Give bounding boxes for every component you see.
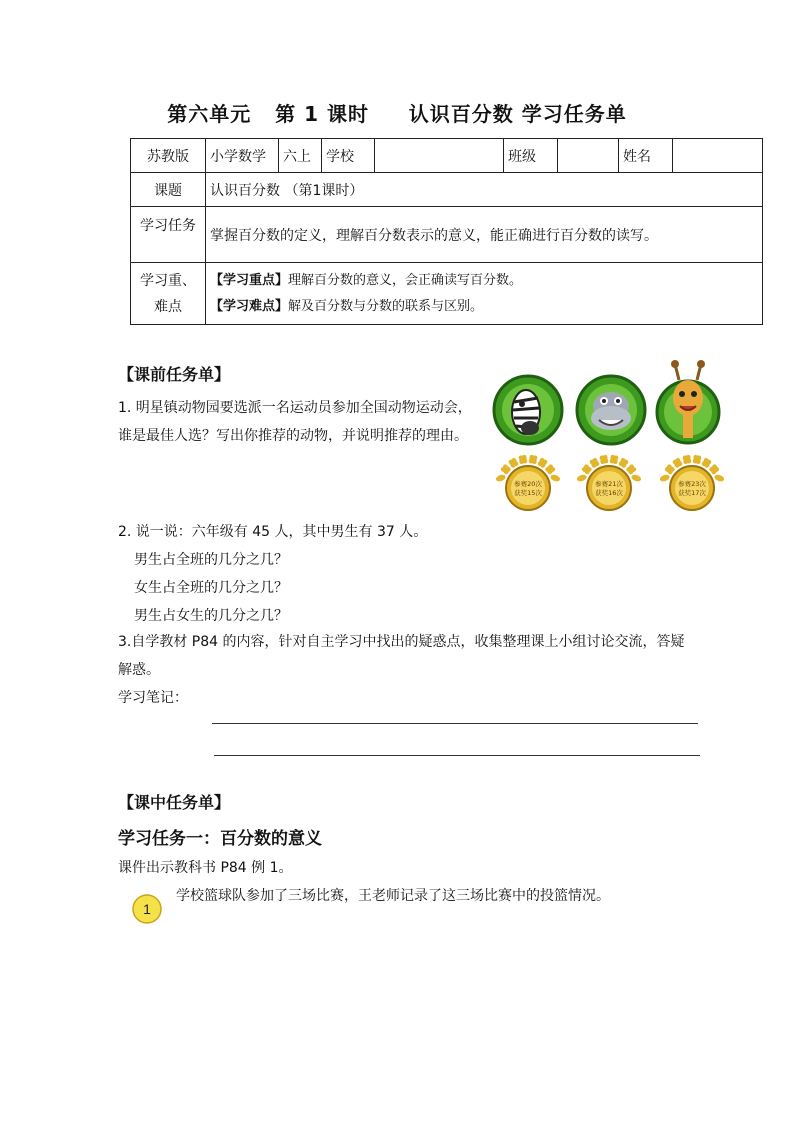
example-number: 1 — [143, 901, 151, 917]
notes-line-2[interactable] — [214, 755, 700, 756]
q1 — [118, 394, 488, 450]
cell-name-value[interactable] — [673, 139, 763, 173]
medal-1 — [494, 454, 562, 522]
in-class-heading: 【课中任务单】 — [118, 793, 231, 812]
task1-heading: 学习任务一：百分数的意义 — [118, 829, 322, 849]
focus-label-line2: 难点 — [154, 298, 182, 315]
medal-line1: 参赛21次 — [595, 480, 623, 488]
zebra-picture — [492, 374, 564, 446]
cell-grade: 六上 — [279, 139, 322, 173]
q1-line2: 谁是最佳人选？写出你推荐的动物，并说明推荐的理由。 — [118, 428, 468, 444]
notes-label: 学习笔记： — [118, 690, 188, 706]
medal-3 — [658, 454, 726, 522]
q2-a: 男生占全班的几分之几？ — [134, 552, 288, 568]
cell-class-label: 班级 — [504, 139, 558, 173]
notes-line-1[interactable] — [212, 723, 698, 724]
q3-line1: 3.自学教材 P84 的内容，针对自主学习中找出的疑惑点，收集整理课上小组讨论交流，答疑 — [118, 634, 685, 650]
topic-label: 课题 — [131, 173, 206, 207]
medal-2 — [575, 454, 643, 522]
key-point-tag: 【学习重点】 — [210, 272, 289, 288]
difficulty-text: 解及百分数与分数的联系与区别。 — [288, 298, 484, 314]
example-number-icon — [131, 893, 163, 925]
difficulty-tag: 【学习难点】 — [210, 298, 289, 314]
q2-c: 男生占女生的几分之几？ — [134, 608, 288, 624]
giraffe-picture — [655, 358, 721, 446]
cell-subject: 小学数学 — [206, 139, 279, 173]
example-text: 课件出示教科书 P84 例 1。 — [118, 860, 293, 876]
focus-label — [131, 263, 206, 325]
example-desc: 学校篮球队参加了三场比赛，王老师记录了这三场比赛中的投篮情况。 — [176, 888, 610, 904]
q1-line1: 1. 明星镇动物园要选派一名运动员参加全国动物运动会， — [118, 400, 472, 416]
medal-line1: 参赛23次 — [678, 480, 706, 488]
pre-class-heading: 【课前任务单】 — [118, 365, 231, 384]
q2-line: 2. 说一说：六年级有 45 人，其中男生有 37 人。 — [118, 524, 428, 540]
focus-value — [206, 263, 763, 325]
info-table — [130, 138, 763, 325]
focus-label-line1: 学习重、 — [140, 272, 196, 289]
key-point-text: 理解百分数的意义，会正确读写百分数。 — [288, 272, 523, 288]
medal-line2: 获奖15次 — [514, 489, 542, 497]
task-value: 掌握百分数的定义，理解百分数表示的意义，能正确进行百分数的读写。 — [206, 207, 763, 263]
task-label: 学习任务 — [131, 207, 206, 263]
cell-school-value[interactable] — [375, 139, 504, 173]
q2-b: 女生占全班的几分之几？ — [134, 580, 288, 596]
topic-value: 认识百分数 （第1课时） — [206, 173, 763, 207]
medal-line2: 获奖17次 — [678, 489, 706, 497]
q2 — [118, 518, 678, 630]
page-title — [0, 98, 794, 127]
medal-line2: 获奖16次 — [595, 489, 623, 497]
q3 — [118, 628, 718, 684]
cell-class-value[interactable] — [558, 139, 619, 173]
title-topic: 认识百分数 学习任务单 — [408, 102, 627, 126]
cell-name-label: 姓名 — [619, 139, 673, 173]
title-unit: 第六单元 — [167, 102, 252, 126]
cell-school-label: 学校 — [322, 139, 375, 173]
cell-edition: 苏教版 — [131, 139, 206, 173]
q3-line2: 解惑。 — [118, 662, 160, 678]
title-lesson: 第 1 课时 — [275, 102, 369, 126]
hippo-picture — [575, 374, 647, 446]
medal-line1: 参赛20次 — [514, 480, 542, 488]
